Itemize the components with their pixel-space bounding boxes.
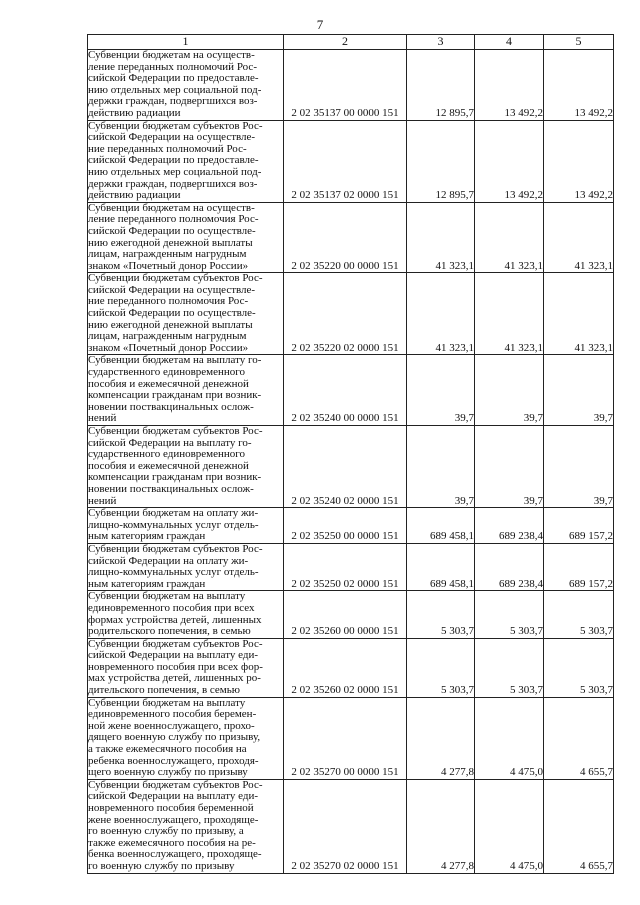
table-header-row <box>88 35 614 50</box>
description-line: лищно-коммунальных услуг отдель- <box>88 566 259 579</box>
description-line: Субвенции бюджетам субъектов Рос- <box>88 637 263 650</box>
row-value-col5: 39,7 <box>544 355 614 426</box>
budget-table <box>87 34 614 874</box>
table-row <box>88 273 614 355</box>
row-description <box>88 638 284 697</box>
row-value-col4: 41 323,1 <box>475 273 544 355</box>
description-line: лищно-коммунальных услуг отдель- <box>88 518 259 531</box>
description-line: держки граждан, подвергшихся воз- <box>88 95 258 108</box>
row-description <box>88 543 284 590</box>
header-col-3: 3 <box>407 35 475 50</box>
description-line: ным категориям граждан <box>88 577 206 590</box>
description-line: компенсации гражданам при возник- <box>88 389 262 402</box>
row-code: 2 02 35240 02 0000 151 <box>284 426 407 508</box>
table-row <box>88 355 614 426</box>
row-code: 2 02 35260 00 0000 151 <box>284 591 407 638</box>
row-description <box>88 426 284 508</box>
description-line: действию радиации <box>88 106 181 119</box>
description-line: Субвенции бюджетам на выплату <box>88 696 246 709</box>
table-row <box>88 779 614 873</box>
description-line: новении поствакцинальных ослож- <box>88 400 254 413</box>
description-line: ление переданного полномочия Рос- <box>88 213 259 226</box>
row-description <box>88 273 284 355</box>
row-description <box>88 355 284 426</box>
description-line: сийской Федерации по предоставле- <box>88 72 259 85</box>
header-col-2: 2 <box>284 35 407 50</box>
description-line: дящего военную службу по призыву, <box>88 731 261 744</box>
table-row <box>88 508 614 544</box>
row-code: 2 02 35270 02 0000 151 <box>284 779 407 873</box>
description-line: ние переданного полномочия Рос- <box>88 295 249 308</box>
row-value-col4: 41 323,1 <box>475 202 544 273</box>
description-line: единовременного пособия беремен- <box>88 708 257 721</box>
row-value-col5: 41 323,1 <box>544 202 614 273</box>
row-code: 2 02 35260 02 0000 151 <box>284 638 407 697</box>
row-value-col5: 13 492,2 <box>544 50 614 121</box>
row-code: 2 02 35137 02 0000 151 <box>284 120 407 202</box>
description-line: сийской Федерации на выплату го- <box>88 436 252 449</box>
row-value-col4: 5 303,7 <box>475 591 544 638</box>
table-row <box>88 120 614 202</box>
description-line: действию радиации <box>88 189 181 202</box>
page-number: 7 <box>316 17 324 32</box>
description-line: Субвенции бюджетам на выплату го- <box>88 354 262 367</box>
description-line: пособия и ежемесячной денежной <box>88 377 249 390</box>
description-line: нию отдельных мер социальной под- <box>88 165 262 178</box>
description-line: пособия и ежемесячной денежной <box>88 459 249 472</box>
row-value-col3: 41 323,1 <box>407 202 475 273</box>
row-value-col3: 41 323,1 <box>407 273 475 355</box>
description-line: Субвенции бюджетам на осуществ- <box>88 49 255 61</box>
table-row <box>88 543 614 590</box>
row-code: 2 02 35137 00 0000 151 <box>284 50 407 121</box>
description-line: дительского попечения, в семью <box>88 684 241 697</box>
row-value-col3: 12 895,7 <box>407 120 475 202</box>
description-line: сийской Федерации на выплату еди- <box>88 649 259 662</box>
row-description <box>88 591 284 638</box>
description-line: ной жене военнослужащего, прохо- <box>88 719 255 732</box>
description-line: сийской Федерации по осуществле- <box>88 224 256 237</box>
row-value-col4: 689 238,4 <box>475 543 544 590</box>
description-line: сийской Федерации на выплату еди- <box>88 790 259 803</box>
description-line: единовременного пособия при всех <box>88 601 255 614</box>
table-body <box>88 50 614 874</box>
row-description <box>88 779 284 873</box>
description-line: ление переданных полномочий Рос- <box>88 60 257 73</box>
description-line: го военную службу по призыву <box>88 859 235 872</box>
row-value-col3: 5 303,7 <box>407 591 475 638</box>
description-line: новременного пособия при всех фор- <box>88 660 263 673</box>
row-description <box>88 120 284 202</box>
description-line: сударственного единовременного <box>88 366 246 379</box>
description-line: Субвенции бюджетам на выплату <box>88 590 246 603</box>
description-line: сийской Федерации на осуществле- <box>88 283 256 296</box>
description-line: ным категориям граждан <box>88 530 206 543</box>
row-code: 2 02 35240 00 0000 151 <box>284 355 407 426</box>
description-line: а также ежемесячного пособия на <box>88 743 247 756</box>
row-value-col3: 689 458,1 <box>407 508 475 544</box>
table-row <box>88 426 614 508</box>
row-code: 2 02 35270 00 0000 151 <box>284 697 407 779</box>
row-value-col4: 4 475,0 <box>475 779 544 873</box>
description-line: новременного пособия беременной <box>88 802 254 814</box>
row-value-col5: 41 323,1 <box>544 273 614 355</box>
description-line: Субвенции бюджетам субъектов Рос- <box>88 272 263 285</box>
description-line: держки граждан, подвергшихся воз- <box>88 177 258 190</box>
description-line: Субвенции бюджетам на оплату жи- <box>88 507 259 520</box>
description-line: сийской Федерации по осуществле- <box>88 307 256 320</box>
row-value-col3: 4 277,8 <box>407 779 475 873</box>
row-code: 2 02 35250 00 0000 151 <box>284 508 407 544</box>
row-value-col4: 689 238,4 <box>475 508 544 544</box>
table-row <box>88 591 614 638</box>
description-line: Субвенции бюджетам на осуществ- <box>88 201 255 214</box>
row-value-col3: 39,7 <box>407 426 475 508</box>
row-code: 2 02 35250 02 0000 151 <box>284 543 407 590</box>
row-value-col5: 4 655,7 <box>544 779 614 873</box>
row-description <box>88 202 284 273</box>
row-value-col3: 5 303,7 <box>407 638 475 697</box>
description-line: щего военную службу по призыву <box>88 766 248 779</box>
description-line: Субвенции бюджетам субъектов Рос- <box>88 119 263 132</box>
description-line: сийской Федерации на осуществле- <box>88 131 256 144</box>
description-line: мах устройства детей, лишенных ро- <box>88 672 261 685</box>
header-col-4: 4 <box>475 35 544 50</box>
description-line: Субвенции бюджетам субъектов Рос- <box>88 542 263 555</box>
description-line: лицам, награжденным нагрудным <box>88 248 247 261</box>
description-line: нию ежегодной денежной выплаты <box>88 318 253 331</box>
description-line: формах устройства детей, лишенных <box>88 613 262 626</box>
description-line: Субвенции бюджетам субъектов Рос- <box>88 778 263 791</box>
description-line: сийской Федерации по предоставле- <box>88 154 259 167</box>
description-line: знаком «Почетный донор России» <box>88 341 249 354</box>
row-value-col3: 12 895,7 <box>407 50 475 121</box>
description-line: бенка военнослужащего, проходяще- <box>88 848 262 861</box>
row-value-col4: 39,7 <box>475 426 544 508</box>
table-row <box>88 697 614 779</box>
row-value-col5: 5 303,7 <box>544 591 614 638</box>
row-value-col4: 5 303,7 <box>475 638 544 697</box>
row-value-col4: 39,7 <box>475 355 544 426</box>
description-line: нию отдельных мер социальной под- <box>88 83 262 96</box>
description-line: нию ежегодной денежной выплаты <box>88 236 253 249</box>
row-value-col3: 39,7 <box>407 355 475 426</box>
row-code: 2 02 35220 02 0000 151 <box>284 273 407 355</box>
description-line: лицам, награжденным нагрудным <box>88 330 247 343</box>
row-value-col3: 4 277,8 <box>407 697 475 779</box>
table-row <box>88 50 614 121</box>
row-description <box>88 697 284 779</box>
description-line: сийской Федерации на оплату жи- <box>88 554 249 567</box>
row-value-col4: 13 492,2 <box>475 50 544 121</box>
description-line: ребенка военнослужащего, проходя- <box>88 754 259 767</box>
row-description <box>88 508 284 544</box>
header-col-5: 5 <box>544 35 614 50</box>
row-value-col3: 689 458,1 <box>407 543 475 590</box>
description-line: новении поствакцинальных ослож- <box>88 482 254 495</box>
description-line: сударственного единовременного <box>88 448 246 461</box>
row-value-col5: 13 492,2 <box>544 120 614 202</box>
description-line: нений <box>88 412 117 425</box>
header-col-1: 1 <box>88 35 284 50</box>
row-value-col5: 689 157,2 <box>544 508 614 544</box>
description-line: компенсации гражданам при возник- <box>88 471 262 484</box>
description-line: ние переданных полномочий Рос- <box>88 142 247 155</box>
row-value-col5: 689 157,2 <box>544 543 614 590</box>
row-value-col4: 13 492,2 <box>475 120 544 202</box>
description-line: нений <box>88 494 117 507</box>
table-row <box>88 638 614 697</box>
row-description <box>88 50 284 121</box>
description-line: го военную службу по призыву, а <box>88 825 244 838</box>
row-value-col5: 39,7 <box>544 426 614 508</box>
row-code: 2 02 35220 00 0000 151 <box>284 202 407 273</box>
description-line: жене военнослужащего, проходяще- <box>88 813 259 826</box>
description-line: также ежемесячного пособия на ре- <box>88 836 256 849</box>
description-line: Субвенции бюджетам субъектов Рос- <box>88 425 263 437</box>
description-line: знаком «Почетный донор России» <box>88 259 249 272</box>
table-row <box>88 202 614 273</box>
row-value-col5: 4 655,7 <box>544 697 614 779</box>
row-value-col5: 5 303,7 <box>544 638 614 697</box>
description-line: родительского попечения, в семью <box>88 625 251 638</box>
row-value-col4: 4 475,0 <box>475 697 544 779</box>
